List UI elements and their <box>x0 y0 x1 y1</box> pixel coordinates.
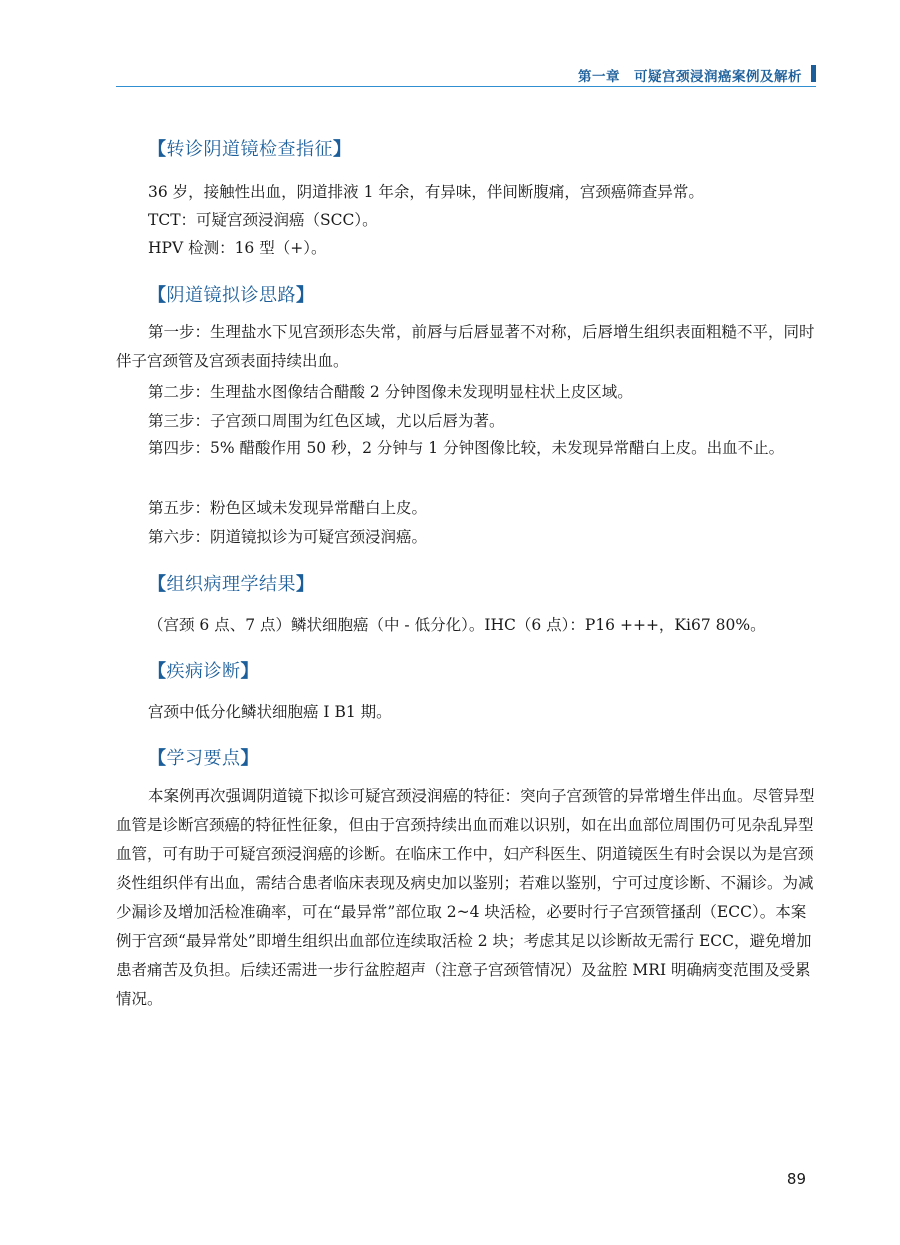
key-points-paragraph: 本案例再次强调阴道镜下拟诊可疑宫颈浸润癌的特征：突向子宫颈管的异常增生伴出血。尽管异型血管是诊断宫颈癌的特征性征象，但由于宫颈持续出血而难以识别，如在出血部位周围仍可见杂乱异型血管，可有助于可疑宫颈浸润癌的诊断。在临床工作中，妇产科医生、阴道镜医生有时会误以为是宫颈炎性组织伴有出血，需结合患者临床表现及病史加以鉴别；若难以鉴别，宁可过度诊断、不漏诊。为减少漏诊及增加活检准确率，可在“最异常”部位取 2~4 块活检，必要时行子宫颈管搔刮（ECC）。本案例于宫颈“最异常处”即增生组织出血部位连续取活检 2 块；考虑其足以诊断故无需行 ECC，避免增加患者痛苦及负担。后续还需进一步行盆腔超声（注意子宫颈管情况）及盆腔 MRI 明确病变范围及受累情况。 <box>116 787 815 1008</box>
running-header <box>116 62 816 87</box>
header-accent-bar <box>811 65 816 82</box>
bracket-open: 【 <box>148 285 167 306</box>
referral-line: HPV 检测：16 型（+）。 <box>148 239 327 257</box>
section-heading-key-points <box>148 744 259 770</box>
colposcopy-step: 第四步：5% 醋酸作用 50 秒，2 分钟与 1 分钟图像比较，未发现异常醋白上皮。出血不止。 <box>148 439 785 457</box>
section-heading-colposcopy <box>148 281 315 307</box>
colposcopy-step: 第六步：阴道镜拟诊为可疑宫颈浸润癌。 <box>148 528 428 546</box>
diagnosis-text: 宫颈中低分化鳞状细胞癌 Ⅰ B1 期。 <box>148 703 392 721</box>
colposcopy-step: 第三步：子宫颈口周围为红色区域，尤以后唇为著。 <box>148 412 505 430</box>
section-heading-referral <box>148 135 352 161</box>
bracket-open: 【 <box>148 574 167 595</box>
bracket-close: 】 <box>240 748 259 769</box>
bracket-open: 【 <box>148 748 167 769</box>
chapter-title: 第一章 可疑宫颈浸润癌案例及解析 <box>578 69 802 85</box>
heading-text: 疾病诊断 <box>166 661 241 682</box>
section-heading-pathology <box>148 570 315 596</box>
section-heading-diagnosis <box>148 657 259 683</box>
colposcopy-step: 第一步：生理盐水下见宫颈形态失常，前唇与后唇显著不对称，后唇增生组织表面粗糙不平，同时伴子宫颈管及宫颈表面持续出血。 <box>116 323 815 370</box>
referral-line: 36 岁，接触性出血，阴道排液 1 年余，有异味，伴间断腹痛，宫颈癌筛查异常。 <box>148 183 704 201</box>
bracket-open: 【 <box>148 139 167 160</box>
bracket-close: 】 <box>296 285 315 306</box>
bracket-open: 【 <box>148 661 167 682</box>
bracket-close: 】 <box>333 139 352 160</box>
heading-text: 转诊阴道镜检查指征 <box>166 139 333 160</box>
colposcopy-step: 第二步：生理盐水图像结合醋酸 2 分钟图像未发现明显柱状上皮区域。 <box>148 383 633 401</box>
heading-text: 组织病理学结果 <box>166 574 296 595</box>
page-number: 89 <box>786 1170 806 1188</box>
bracket-close: 】 <box>296 574 315 595</box>
pathology-result: （宫颈 6 点、7 点）鳞状细胞癌（中 - 低分化）。IHC（6 点）：P16 +++，Ki67 80%。 <box>148 616 766 634</box>
bracket-close: 】 <box>240 661 259 682</box>
heading-text: 阴道镜拟诊思路 <box>166 285 296 306</box>
colposcopy-step: 第五步：粉色区域未发现异常醋白上皮。 <box>148 499 428 517</box>
referral-line: TCT：可疑宫颈浸润癌（SCC）。 <box>148 211 378 229</box>
heading-text: 学习要点 <box>166 748 241 769</box>
